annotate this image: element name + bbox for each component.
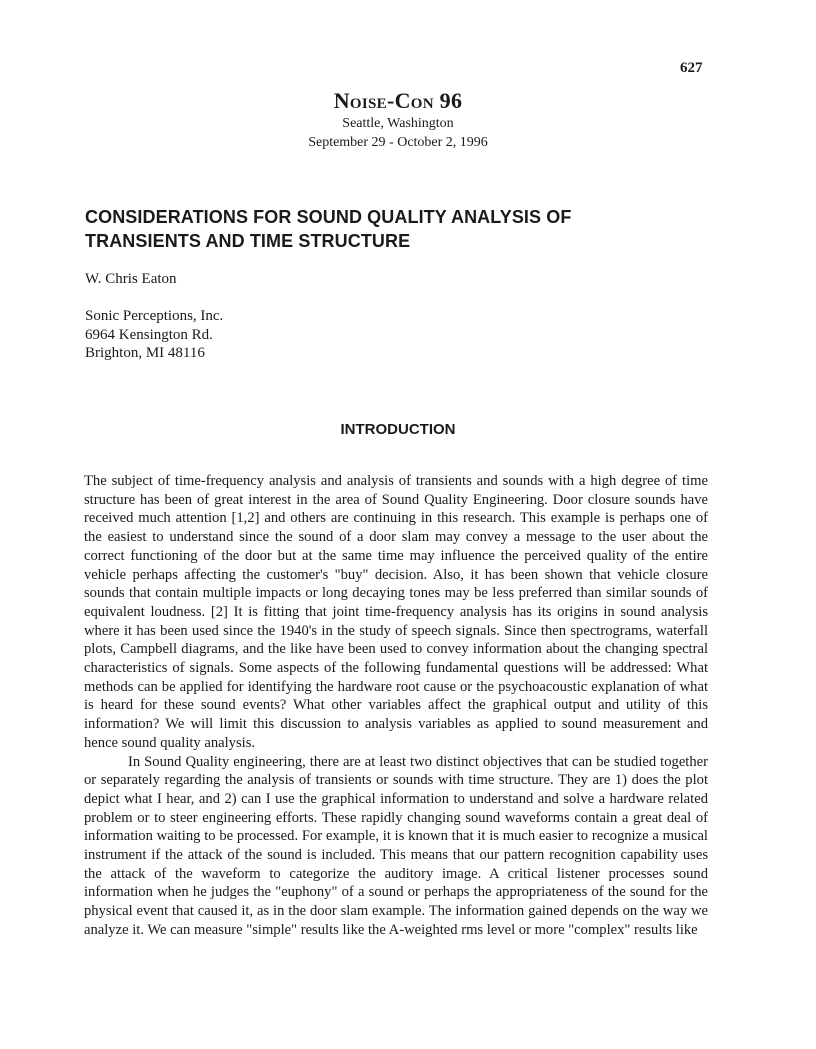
conference-dates: September 29 - October 2, 1996 (308, 135, 488, 150)
conference-location: Seattle, Washington (342, 116, 454, 131)
paper-title (85, 205, 645, 253)
affiliation-city: Brighton, MI 48116 (85, 345, 205, 361)
section-heading-introduction: INTRODUCTION (340, 421, 456, 438)
conference-header (0, 88, 796, 152)
page-number: 627 (680, 60, 703, 76)
author-name: W. Chris Eaton (85, 271, 177, 287)
body-paragraph-2: In Sound Quality engineering, there are at least two distinct objectives that can be studied together or separately regarding the analysis of transients or sounds with time structure. They are 1) does the plot depict what I hear, and 2) can I use the graphical information to understand and solve a hardware related problem or to steer engineering efforts. These rapidly changing sound waveforms contain a great deal of information waiting to be processed. For example, it is known that it is much easier to recognize a musical instrument if the attack of the sound is included. This means that our pattern recognition capability uses the attack of the waveform to categorize the auditory image. A critical listener processes sound information when he judges the "euphony" of a sound or perhaps the appropriateness of the sound for the physical event that caused it, as in the door slam example. The information gained depends on the way we analyze it. We can measure "simple" results like the A-weighted rms level or more "complex" results like (84, 753, 708, 938)
affiliation-organization: Sonic Perceptions, Inc. (85, 308, 224, 324)
introduction-body (84, 472, 708, 940)
body-paragraph-1: The subject of time-frequency analysis and analysis of transients and sounds with a high degree of time structure has been of great interest in the area of Sound Quality Engineering. Door closure sounds have received much attention [1,2] and others are continuing in this research. This example is perhaps one of the easiest to understand since the sound of a door slam may convey a message to the user about the correct functioning of the door but at the same time may influence the perceived quality of the entire vehicle perhaps affecting the customer's "buy" decision. Also, it has been shown that vehicle closure sounds that contain multiple impacts or long decaying tones may be less preferred than similar sounds of equivalent loudness. [2] It is fitting that joint time-frequency analysis has its origins in sound analysis where it has been used since the 1940's in the study of speech signals. Since then spectrograms, waterfall plots, Campbell diagrams, and the like have been used to convey information about the changing spectral characteristics of signals. Some aspects of the following fundamental questions will be addressed: What methods can be applied for identifying the hardware root cause or the psychoacoustic explanation of what is heard for these sound events? What other variables affect the graphical output and utility of this information? We will limit this discussion to analysis variables as applied to sound measurement and hence sound quality analysis. (84, 473, 708, 751)
affiliation-street: 6964 Kensington Rd. (85, 326, 213, 343)
paper-title-line-1: CONSIDERATIONS FOR SOUND QUALITY ANALYSIS OF (85, 207, 572, 227)
author-affiliation (85, 307, 223, 363)
conference-name: Noise-Con 96 (333, 88, 463, 113)
paper-title-line-2: TRANSIENTS AND TIME STRUCTURE (85, 231, 411, 251)
